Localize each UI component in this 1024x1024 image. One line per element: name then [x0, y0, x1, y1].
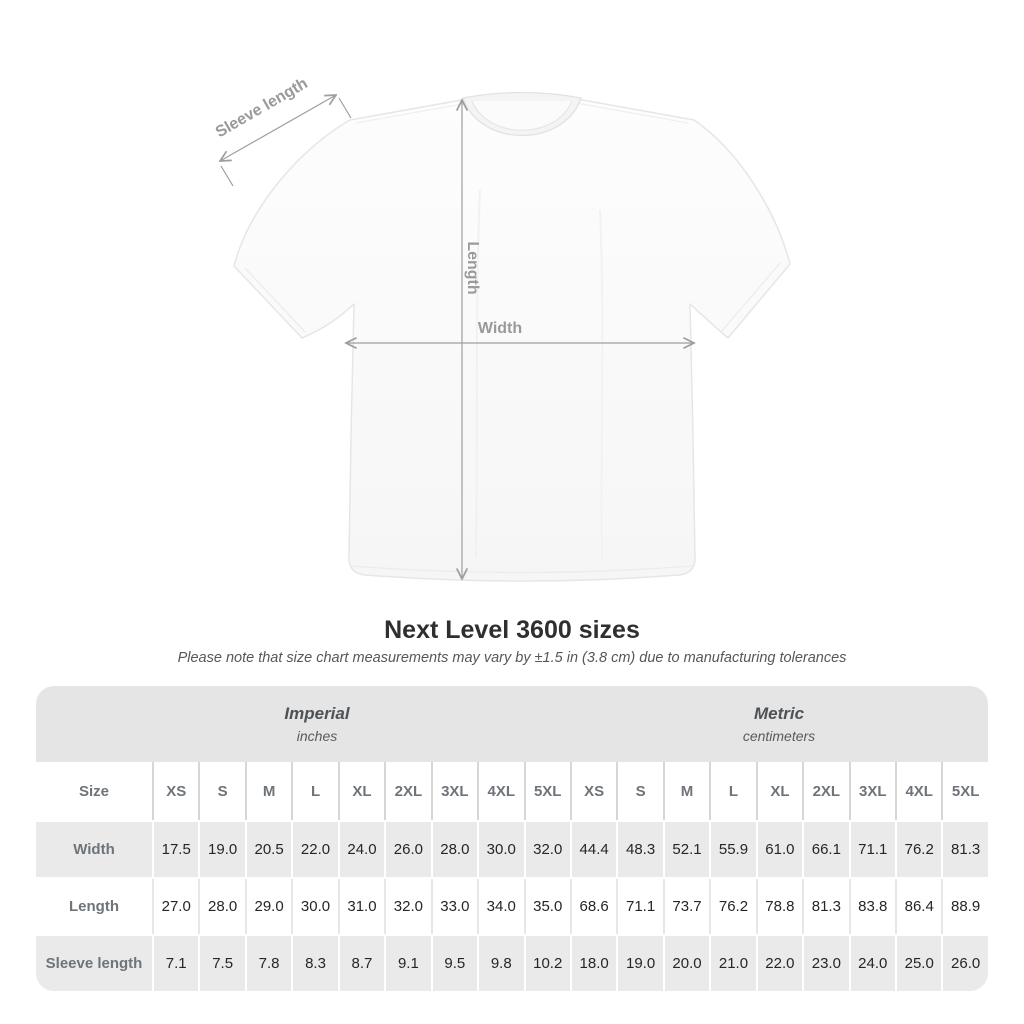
- tolerance-note: Please note that size chart measurements may vary by ±1.5 in (3.8 cm) due to manufacturing tolerances: [177, 650, 847, 666]
- value-cell: 30.0: [291, 879, 337, 934]
- page-title: Next Level 3600 sizes: [384, 616, 640, 644]
- value-cell: 78.8: [756, 879, 802, 934]
- size-header-cell: 4XL: [895, 762, 941, 820]
- value-cell: 29.0: [245, 879, 291, 934]
- row-label: Length: [69, 898, 119, 915]
- size-header-cell: S: [198, 762, 244, 820]
- value-cell: 35.0: [524, 879, 570, 934]
- size-chart-table: [36, 686, 988, 991]
- value-cell: 30.0: [477, 822, 523, 877]
- value-cell: 7.1: [152, 936, 198, 991]
- value-cell: 17.5: [152, 822, 198, 877]
- value-cell: 10.2: [524, 936, 570, 991]
- value-cell: 71.1: [616, 879, 662, 934]
- imperial-label: Imperial: [284, 704, 350, 723]
- value-cell: 26.0: [941, 936, 987, 991]
- value-cell: 81.3: [802, 879, 848, 934]
- value-cell: 88.9: [941, 879, 987, 934]
- value-cell: 31.0: [338, 879, 384, 934]
- row-label: Sleeve length: [45, 955, 143, 972]
- value-cell: 19.0: [198, 822, 244, 877]
- value-cell: 32.0: [384, 879, 430, 934]
- sleeve-arrow-tick-top: [339, 98, 351, 118]
- value-cell: 22.0: [291, 822, 337, 877]
- value-cell: 34.0: [477, 879, 523, 934]
- value-cell: 28.0: [431, 822, 477, 877]
- unit-header-band: [36, 686, 988, 762]
- value-cell: 33.0: [431, 879, 477, 934]
- size-header-cell: 4XL: [477, 762, 523, 820]
- size-header-cell: XL: [338, 762, 384, 820]
- value-cell: 52.1: [663, 822, 709, 877]
- size-header-cell: 2XL: [802, 762, 848, 820]
- value-cell: 81.3: [941, 822, 987, 877]
- value-cell: 71.1: [849, 822, 895, 877]
- value-cell: 18.0: [570, 936, 616, 991]
- width-dimension-label: Width: [477, 320, 523, 337]
- value-cell: 25.0: [895, 936, 941, 991]
- imperial-unit-label: inches: [296, 728, 338, 744]
- value-cell: 86.4: [895, 879, 941, 934]
- size-header-cell: XS: [570, 762, 616, 820]
- value-cell: 20.5: [245, 822, 291, 877]
- row-label: Width: [73, 841, 115, 858]
- value-cell: 66.1: [802, 822, 848, 877]
- size-header-row: [36, 762, 988, 820]
- value-cell: 28.0: [198, 879, 244, 934]
- value-cell: 44.4: [570, 822, 616, 877]
- value-cell: 19.0: [616, 936, 662, 991]
- value-cell: 24.0: [338, 822, 384, 877]
- value-cell: 22.0: [756, 936, 802, 991]
- imperial-header: [36, 686, 570, 762]
- value-cell: 32.0: [524, 822, 570, 877]
- value-cell: 7.8: [245, 936, 291, 991]
- value-cell: 8.7: [338, 936, 384, 991]
- value-cell: 21.0: [709, 936, 755, 991]
- value-cell: 68.6: [570, 879, 616, 934]
- size-header-cell: M: [663, 762, 709, 820]
- size-header-cell: 5XL: [524, 762, 570, 820]
- size-header-cell: 3XL: [849, 762, 895, 820]
- value-cell: 7.5: [198, 936, 244, 991]
- size-header-cell: XS: [152, 762, 198, 820]
- value-cell: 9.8: [477, 936, 523, 991]
- size-header-cell: XL: [756, 762, 802, 820]
- value-cell: 23.0: [802, 936, 848, 991]
- length-dimension-label: Length: [464, 241, 481, 295]
- size-header-cell: 3XL: [431, 762, 477, 820]
- value-cell: 76.2: [895, 822, 941, 877]
- value-cell: 9.1: [384, 936, 430, 991]
- size-header-cell: S: [616, 762, 662, 820]
- value-cell: 24.0: [849, 936, 895, 991]
- sleeve-length-dimension-label: Sleeve length: [212, 74, 311, 142]
- width-row: [36, 820, 988, 877]
- value-cell: 27.0: [152, 879, 198, 934]
- value-cell: 76.2: [709, 879, 755, 934]
- size-header-cell: 2XL: [384, 762, 430, 820]
- value-cell: 61.0: [756, 822, 802, 877]
- value-cell: 8.3: [291, 936, 337, 991]
- sleeve-arrow-tick-bottom: [221, 166, 233, 186]
- value-cell: 26.0: [384, 822, 430, 877]
- value-cell: 73.7: [663, 879, 709, 934]
- size-header-cell: L: [709, 762, 755, 820]
- value-cell: 83.8: [849, 879, 895, 934]
- length-row: [36, 877, 988, 934]
- size-header-cell: L: [291, 762, 337, 820]
- value-cell: 20.0: [663, 936, 709, 991]
- metric-unit-label: centimeters: [742, 728, 816, 744]
- value-cell: 9.5: [431, 936, 477, 991]
- value-cell: 48.3: [616, 822, 662, 877]
- size-header-cell: 5XL: [941, 762, 987, 820]
- size-column-header: Size: [78, 782, 109, 800]
- metric-label: Metric: [753, 704, 805, 723]
- size-header-cell: M: [245, 762, 291, 820]
- metric-header: [570, 686, 988, 762]
- sleeve-length-row: [36, 934, 988, 991]
- value-cell: 55.9: [709, 822, 755, 877]
